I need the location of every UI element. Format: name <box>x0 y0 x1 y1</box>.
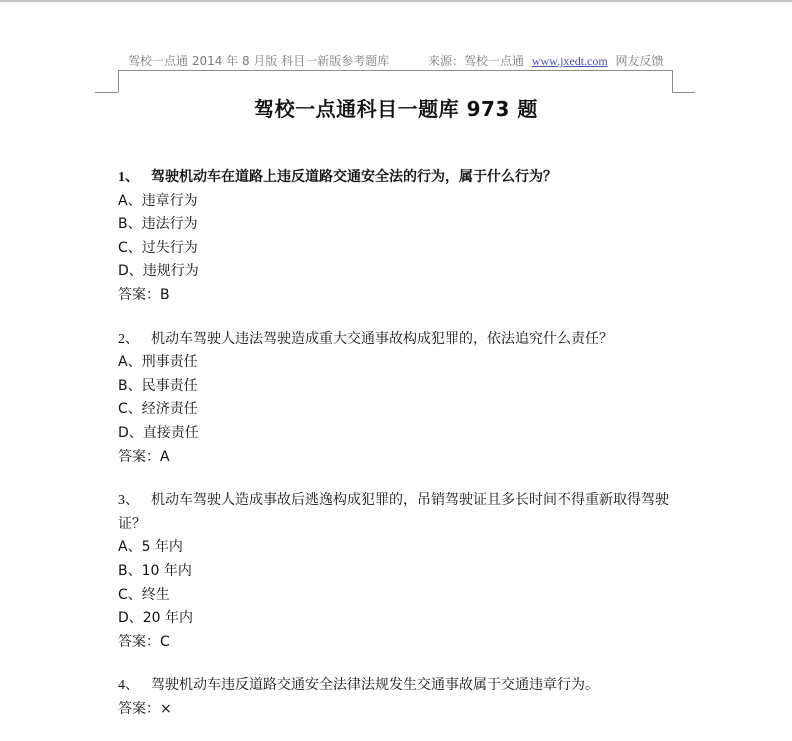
question-number: 1、 <box>118 170 139 185</box>
header-feedback-text: 网友反馈 <box>615 54 664 68</box>
question-text: 3、 机动车驾驶人造成事故后逃逸构成犯罪的，吊销驾驶证且多长时间不得重新取得驾驶证？ <box>118 492 669 532</box>
page-header <box>118 50 672 71</box>
question-text: 1、 驾驶机动车在道路上违反道路交通安全法的行为，属于什么行为？ <box>118 169 557 185</box>
corner-mark-right-vertical <box>672 70 673 92</box>
window-top-edge <box>0 0 792 2</box>
question-text: 4、 驾驶机动车违反道路交通安全法律法规发生交通事故属于交通违章行为。 <box>118 677 599 694</box>
question-number: 3、 <box>118 493 139 509</box>
answer: 答案：B <box>118 286 170 303</box>
answer: 答案：A <box>118 448 170 465</box>
option-a: A、刑事责任 <box>118 354 198 371</box>
header-edition-text: 驾校一点通 2014 年 8 月版 科目一新版参考题库 <box>128 54 390 68</box>
question-2 <box>118 328 678 470</box>
option-d: D、直接责任 <box>118 424 199 441</box>
answer: 答案：C <box>118 633 170 650</box>
option-c: C、终生 <box>118 586 170 603</box>
header-website-link[interactable]: www.jxedt.com <box>531 54 608 68</box>
option-d: D、违规行为 <box>118 263 199 280</box>
header-source <box>428 52 664 69</box>
option-b: B、民事责任 <box>118 377 198 394</box>
answer: 答案：× <box>118 700 172 717</box>
corner-mark-left-vertical <box>118 70 119 92</box>
option-b: B、违法行为 <box>118 216 198 233</box>
question-number: 2、 <box>118 331 139 347</box>
option-c: C、过失行为 <box>118 239 198 256</box>
question-list <box>118 166 678 741</box>
question-text: 2、 机动车驾驶人违法驾驶造成重大交通事故构成犯罪的，依法追究什么责任？ <box>118 330 613 347</box>
option-c: C、经济责任 <box>118 401 198 418</box>
option-a: A、违章行为 <box>118 192 198 209</box>
document-title: 驾校一点通科目一题库 973 题 <box>254 97 538 121</box>
option-d: D、20 年内 <box>118 610 194 627</box>
option-a: A、5 年内 <box>118 539 183 556</box>
question-1 <box>118 166 678 308</box>
option-b: B、10 年内 <box>118 562 192 579</box>
question-number: 4、 <box>118 678 139 694</box>
question-3 <box>118 489 678 654</box>
header-source-label: 来源：驾校一点通 <box>428 54 525 68</box>
question-4 <box>118 674 678 721</box>
